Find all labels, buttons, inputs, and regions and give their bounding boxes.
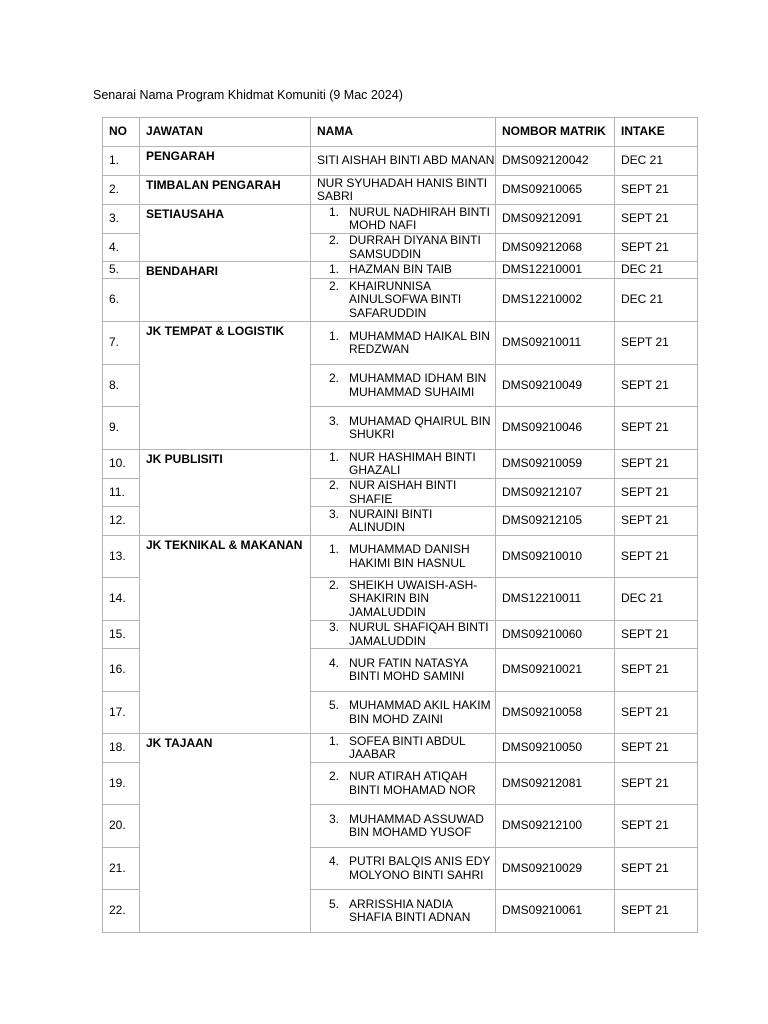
intake-cell: SEPT 21 bbox=[615, 734, 698, 763]
nama-cell bbox=[311, 578, 496, 621]
nombor-matrik-cell: DMS09210061 bbox=[496, 890, 615, 933]
list-index: 1. bbox=[328, 733, 339, 748]
jawatan-cell: JK TAJAAN bbox=[140, 734, 311, 933]
intake-cell: SEPT 21 bbox=[615, 536, 698, 578]
list-index: 1. bbox=[328, 204, 339, 219]
row-number: 5. bbox=[103, 262, 140, 279]
intake-cell: SEPT 21 bbox=[615, 407, 698, 450]
numbered-name bbox=[317, 234, 495, 261]
table-row bbox=[103, 205, 698, 234]
list-index: 2. bbox=[328, 278, 339, 293]
nombor-matrik-cell: DMS12210011 bbox=[496, 578, 615, 621]
column-header-nombor-matrik: NOMBOR MATRIK bbox=[496, 118, 615, 147]
nombor-matrik-cell: DMS09210011 bbox=[496, 322, 615, 365]
numbered-name bbox=[317, 451, 495, 478]
row-number: 22. bbox=[103, 890, 140, 933]
table-body bbox=[103, 147, 698, 933]
row-number: 13. bbox=[103, 536, 140, 578]
nama-cell bbox=[311, 479, 496, 507]
list-index: 3. bbox=[328, 413, 339, 428]
nama-cell bbox=[311, 205, 496, 234]
row-number: 17. bbox=[103, 692, 140, 734]
intake-cell: DEC 21 bbox=[615, 279, 698, 322]
table-row bbox=[103, 147, 698, 176]
row-number: 1. bbox=[103, 147, 140, 176]
jawatan-cell: PENGARAH bbox=[140, 147, 311, 176]
intake-cell: SEPT 21 bbox=[615, 621, 698, 649]
nombor-matrik-cell: DMS09210059 bbox=[496, 450, 615, 479]
table-row bbox=[103, 176, 698, 205]
nombor-matrik-cell: DMS09210046 bbox=[496, 407, 615, 450]
row-number: 8. bbox=[103, 365, 140, 407]
nombor-matrik-cell: DMS09210050 bbox=[496, 734, 615, 763]
document-title: Senarai Nama Program Khidmat Komuniti (9 Mac 2024) bbox=[93, 88, 403, 102]
intake-cell: SEPT 21 bbox=[615, 507, 698, 536]
nombor-matrik-cell: DMS092120042 bbox=[496, 147, 615, 176]
list-index: 2. bbox=[328, 478, 339, 492]
jawatan-cell: JK TEMPAT & LOGISTIK bbox=[140, 322, 311, 450]
numbered-name bbox=[317, 330, 495, 357]
column-header-intake: INTAKE bbox=[615, 118, 698, 147]
numbered-name bbox=[317, 280, 495, 321]
row-number: 18. bbox=[103, 734, 140, 763]
nombor-matrik-cell: DMS09212105 bbox=[496, 507, 615, 536]
intake-cell: DEC 21 bbox=[615, 578, 698, 621]
numbered-name bbox=[317, 855, 495, 882]
jawatan-cell: SETIAUSAHA bbox=[140, 205, 311, 262]
member-name: NUR HASHIMAH BINTI GHAZALI bbox=[349, 449, 476, 477]
nama-cell bbox=[311, 763, 496, 805]
nombor-matrik-cell: DMS12210001 bbox=[496, 262, 615, 279]
nombor-matrik-cell: DMS09210060 bbox=[496, 621, 615, 649]
list-index: 5. bbox=[328, 896, 339, 911]
nama-cell bbox=[311, 322, 496, 365]
list-index: 2. bbox=[328, 233, 339, 247]
intake-cell: SEPT 21 bbox=[615, 450, 698, 479]
nama-cell bbox=[311, 536, 496, 578]
nama-cell bbox=[311, 692, 496, 734]
nombor-matrik-cell: DMS09212068 bbox=[496, 234, 615, 262]
list-index: 5. bbox=[328, 698, 339, 712]
row-number: 12. bbox=[103, 507, 140, 536]
list-index: 4. bbox=[328, 854, 339, 868]
nombor-matrik-cell: DMS12210002 bbox=[496, 279, 615, 322]
list-index: 1. bbox=[328, 542, 339, 556]
list-index: 3. bbox=[328, 620, 339, 634]
row-number: 10. bbox=[103, 450, 140, 479]
member-name: NURUL NADHIRAH BINTI MOHD NAFI bbox=[349, 204, 490, 232]
intake-cell: SEPT 21 bbox=[615, 890, 698, 933]
intake-cell: SEPT 21 bbox=[615, 365, 698, 407]
nama-cell bbox=[311, 507, 496, 536]
nama-cell bbox=[311, 234, 496, 262]
row-number: 9. bbox=[103, 407, 140, 450]
row-number: 14. bbox=[103, 578, 140, 621]
intake-cell: DEC 21 bbox=[615, 147, 698, 176]
list-index: 3. bbox=[328, 811, 339, 826]
row-number: 6. bbox=[103, 279, 140, 322]
numbered-name bbox=[317, 479, 495, 506]
member-name: MUHAMMAD HAIKAL BIN REDZWAN bbox=[349, 328, 490, 356]
member-name: MUHAMMAD ASSUWAD BIN MOHAMD YUSOF bbox=[349, 811, 484, 839]
intake-cell: SEPT 21 bbox=[615, 234, 698, 262]
member-name: MUHAMAD QHAIRUL BIN SHUKRI bbox=[349, 413, 491, 441]
table-row bbox=[103, 322, 698, 365]
member-name: NUR FATIN NATASYA BINTI MOHD SAMINI bbox=[349, 655, 468, 683]
row-number: 19. bbox=[103, 763, 140, 805]
member-name: NURUL SHAFIQAH BINTI JAMALUDDIN bbox=[349, 620, 489, 648]
list-index: 4. bbox=[328, 655, 339, 670]
intake-cell: SEPT 21 bbox=[615, 479, 698, 507]
table-header-row bbox=[103, 118, 698, 147]
intake-cell: SEPT 21 bbox=[615, 649, 698, 692]
numbered-name bbox=[317, 543, 495, 570]
table-row bbox=[103, 536, 698, 578]
member-name: MUHAMMAD IDHAM BIN MUHAMMAD SUHAIMI bbox=[349, 371, 487, 399]
member-name: SOFEA BINTI ABDUL JAABAR bbox=[349, 733, 466, 761]
nombor-matrik-cell: DMS09210021 bbox=[496, 649, 615, 692]
nama-cell bbox=[311, 890, 496, 933]
nombor-matrik-cell: DMS09210010 bbox=[496, 536, 615, 578]
jawatan-cell: BENDAHARI bbox=[140, 262, 311, 322]
member-name: DURRAH DIYANA BINTI SAMSUDDIN bbox=[349, 233, 481, 261]
row-number: 15. bbox=[103, 621, 140, 649]
member-name: PUTRI BALQIS ANIS EDY MOLYONO BINTI SAHRI bbox=[349, 854, 491, 882]
list-index: 2. bbox=[328, 769, 339, 783]
nombor-matrik-cell: DMS09210065 bbox=[496, 176, 615, 205]
nama-cell bbox=[311, 262, 496, 279]
column-header-jawatan: JAWATAN bbox=[140, 118, 311, 147]
numbered-name bbox=[317, 770, 495, 797]
nama-cell: NUR SYUHADAH HANIS BINTI SABRI bbox=[311, 176, 496, 205]
nama-cell bbox=[311, 734, 496, 763]
nama-cell bbox=[311, 407, 496, 450]
list-index: 2. bbox=[328, 577, 339, 592]
intake-cell: SEPT 21 bbox=[615, 805, 698, 848]
nombor-matrik-cell: DMS09210029 bbox=[496, 848, 615, 890]
table-row bbox=[103, 262, 698, 279]
column-header-nama: NAMA bbox=[311, 118, 496, 147]
intake-cell: DEC 21 bbox=[615, 262, 698, 279]
numbered-name bbox=[317, 813, 495, 840]
list-index: 1. bbox=[328, 449, 339, 464]
numbered-name bbox=[317, 621, 495, 648]
jawatan-cell: TIMBALAN PENGARAH bbox=[140, 176, 311, 205]
intake-cell: SEPT 21 bbox=[615, 205, 698, 234]
member-name: KHAIRUNNISA AINULSOFWA BINTI SAFARUDDIN bbox=[349, 278, 462, 320]
numbered-name bbox=[317, 206, 495, 233]
row-number: 4. bbox=[103, 234, 140, 262]
nombor-matrik-cell: DMS09212081 bbox=[496, 763, 615, 805]
jawatan-cell: JK TEKNIKAL & MAKANAN bbox=[140, 536, 311, 734]
nombor-matrik-cell: DMS09210049 bbox=[496, 365, 615, 407]
jawatan-cell: JK PUBLISITI bbox=[140, 450, 311, 536]
nombor-matrik-cell: DMS09212107 bbox=[496, 479, 615, 507]
intake-cell: SEPT 21 bbox=[615, 848, 698, 890]
row-number: 7. bbox=[103, 322, 140, 365]
row-number: 2. bbox=[103, 176, 140, 205]
table-row bbox=[103, 450, 698, 479]
intake-cell: SEPT 21 bbox=[615, 176, 698, 205]
nombor-matrik-cell: DMS09212091 bbox=[496, 205, 615, 234]
list-index: 2. bbox=[328, 371, 339, 385]
numbered-name bbox=[317, 508, 495, 535]
member-name: NUR AISHAH BINTI SHAFIE bbox=[349, 478, 457, 506]
row-number: 16. bbox=[103, 649, 140, 692]
member-name: SHEIKH UWAISH-ASH-SHAKIRIN BIN JAMALUDDIN bbox=[349, 577, 478, 619]
nama-cell bbox=[311, 450, 496, 479]
numbered-name bbox=[317, 657, 495, 684]
member-name: ARRISSHIA NADIA SHAFIA BINTI ADNAN bbox=[349, 896, 471, 924]
nama-cell: SITI AISHAH BINTI ABD MANAN bbox=[311, 147, 496, 176]
row-number: 20. bbox=[103, 805, 140, 848]
table-row bbox=[103, 734, 698, 763]
member-name: MUHAMMAD AKIL HAKIM BIN MOHD ZAINI bbox=[349, 698, 491, 726]
nombor-matrik-cell: DMS09210058 bbox=[496, 692, 615, 734]
intake-cell: SEPT 21 bbox=[615, 763, 698, 805]
column-header-no: NO bbox=[103, 118, 140, 147]
row-number: 11. bbox=[103, 479, 140, 507]
member-name: HAZMAN BIN TAIB bbox=[349, 262, 452, 277]
nama-cell bbox=[311, 365, 496, 407]
row-number: 3. bbox=[103, 205, 140, 234]
numbered-name bbox=[317, 415, 495, 442]
numbered-name bbox=[317, 735, 495, 762]
numbered-name bbox=[317, 699, 495, 726]
intake-cell: SEPT 21 bbox=[615, 322, 698, 365]
member-name: NUR ATIRAH ATIQAH BINTI MOHAMAD NOR bbox=[349, 769, 476, 797]
nama-cell bbox=[311, 279, 496, 322]
nama-cell bbox=[311, 621, 496, 649]
nama-cell bbox=[311, 805, 496, 848]
nama-cell bbox=[311, 848, 496, 890]
list-index: 3. bbox=[328, 506, 339, 521]
intake-cell: SEPT 21 bbox=[615, 692, 698, 734]
committee-table bbox=[102, 117, 698, 933]
row-number: 21. bbox=[103, 848, 140, 890]
numbered-name bbox=[317, 898, 495, 925]
numbered-name bbox=[317, 372, 495, 399]
member-name: NURAINI BINTI ALINUDIN bbox=[349, 506, 433, 534]
nombor-matrik-cell: DMS09212100 bbox=[496, 805, 615, 848]
numbered-name bbox=[317, 263, 495, 277]
member-name: MUHAMMAD DANISH HAKIMI BIN HASNUL bbox=[349, 542, 470, 570]
nama-cell bbox=[311, 649, 496, 692]
list-index: 1. bbox=[328, 262, 339, 277]
list-index: 1. bbox=[328, 328, 339, 343]
numbered-name bbox=[317, 579, 495, 620]
